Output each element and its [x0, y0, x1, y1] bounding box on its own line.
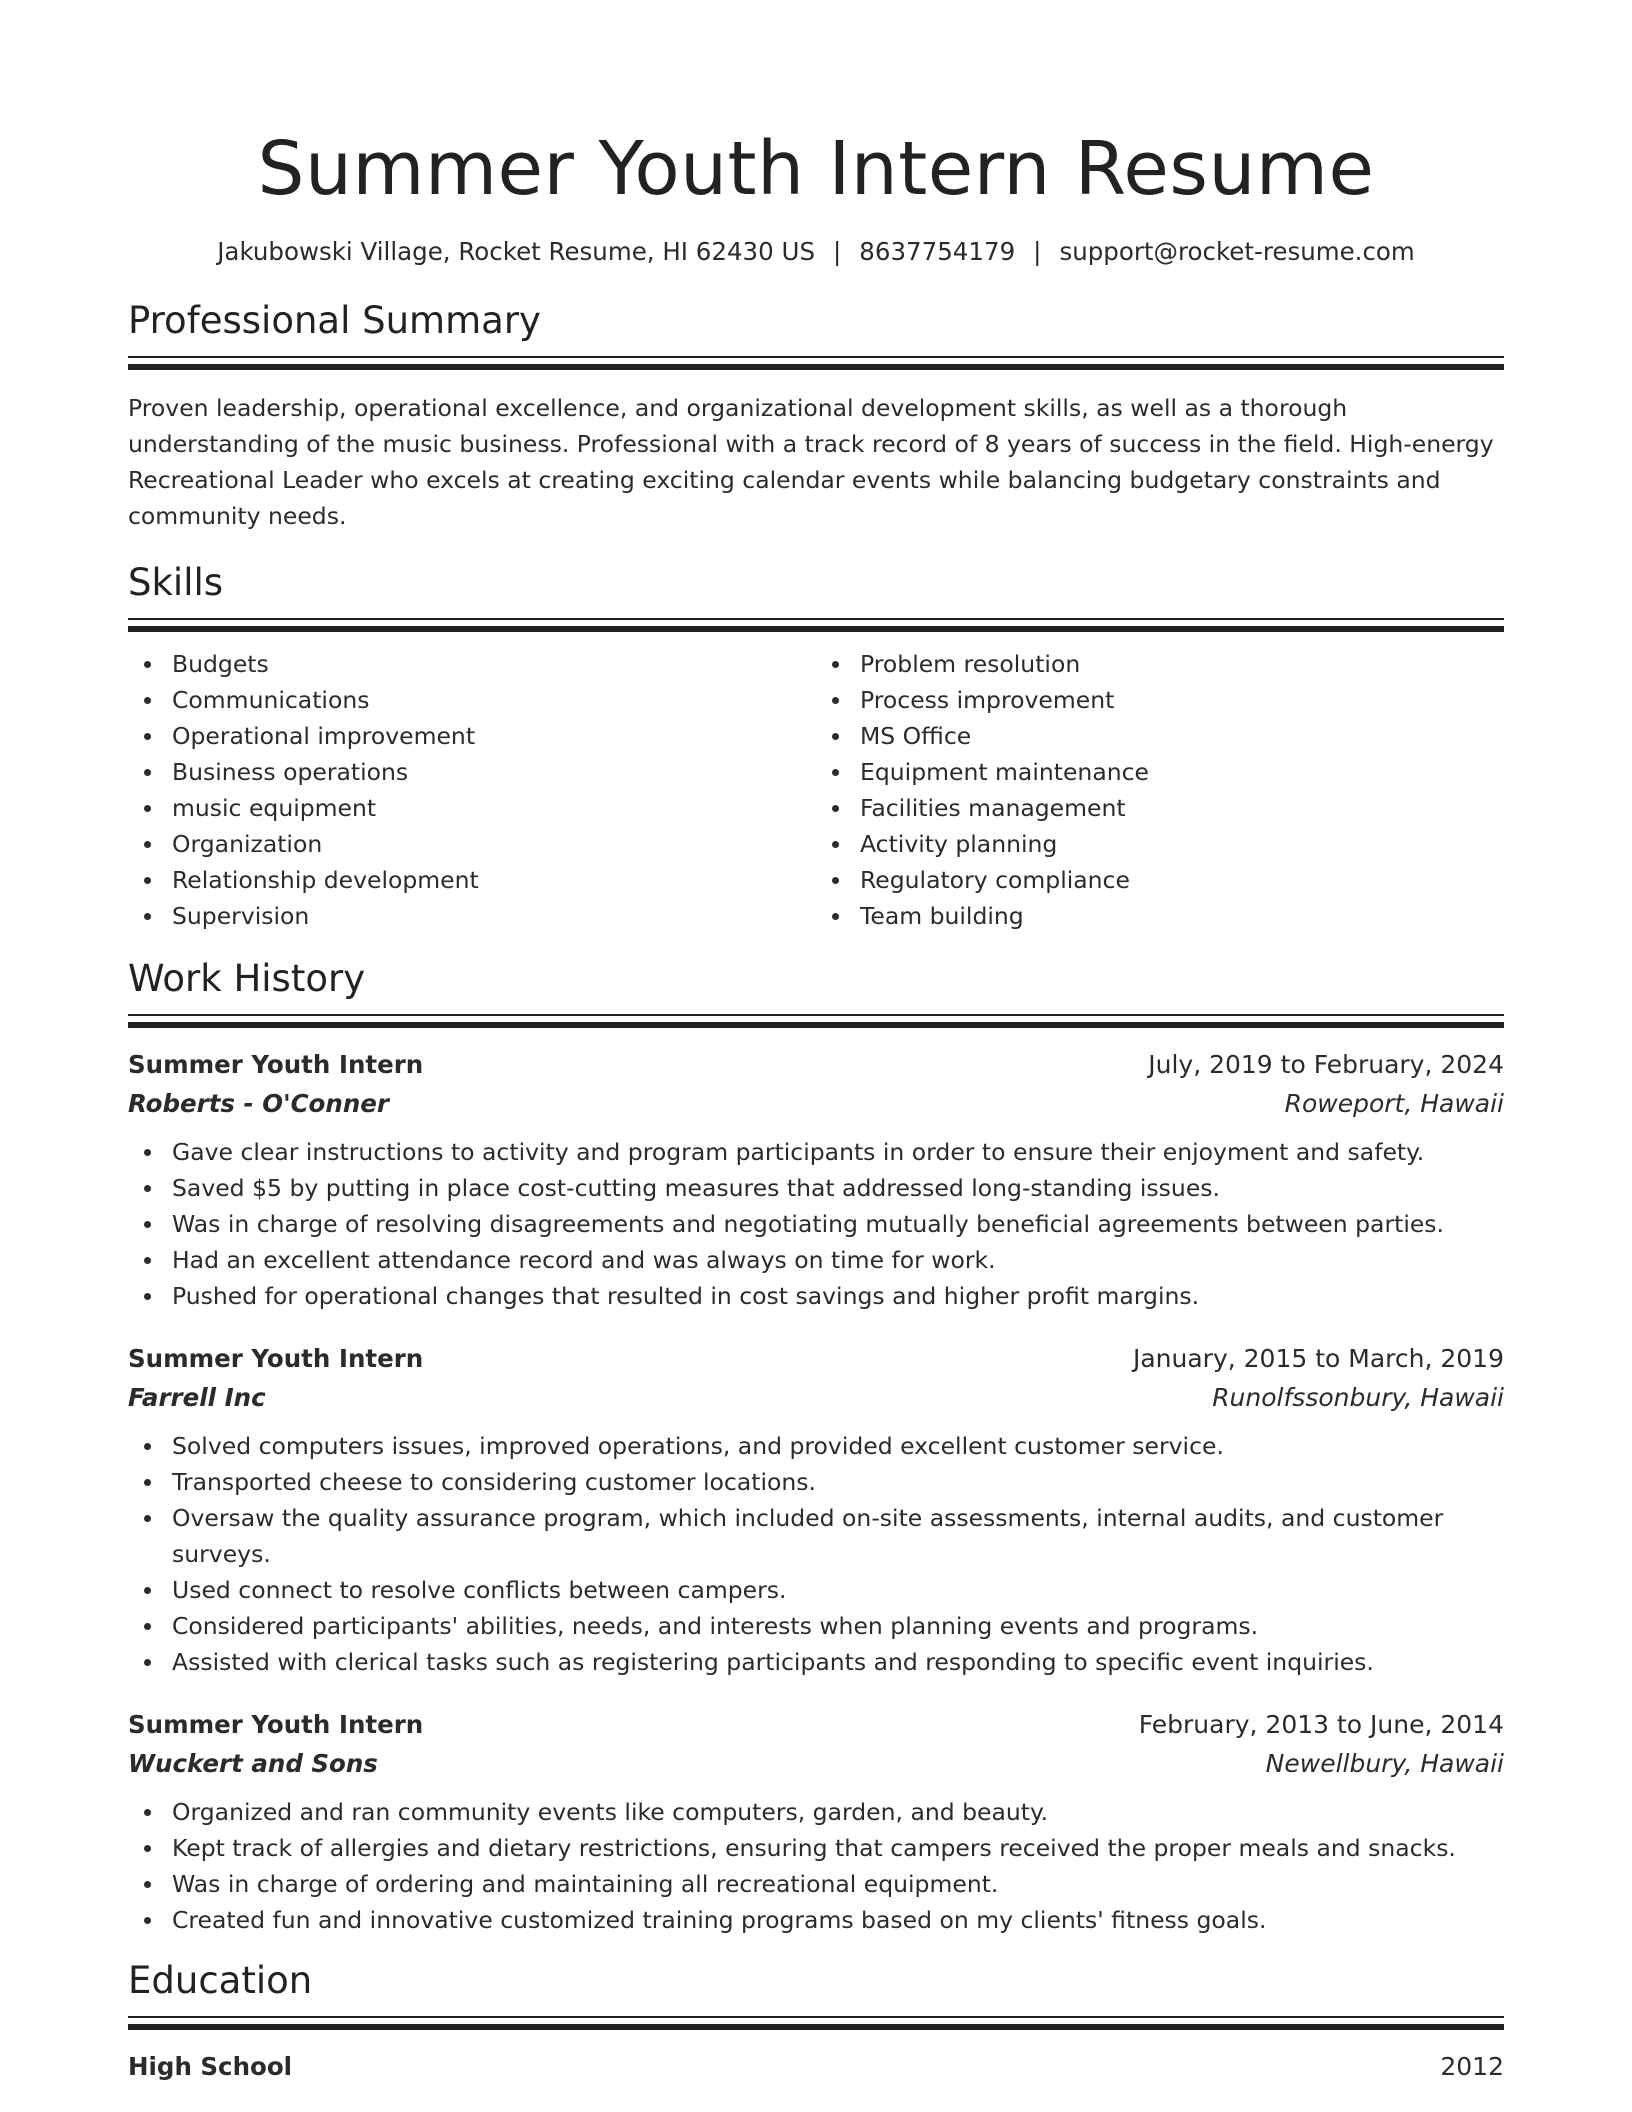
- job-header-row: [128, 1340, 1504, 1378]
- job-location: Newellbury, Hawaii: [1265, 1749, 1504, 1778]
- job-title: Summer Youth Intern: [128, 1050, 424, 1079]
- job-company-row: [128, 1084, 1504, 1124]
- skill-item: Communications: [172, 682, 816, 718]
- education-year: 2012: [1440, 2052, 1504, 2081]
- skill-item: Problem resolution: [860, 646, 1504, 682]
- job-duties-list: [128, 1134, 1504, 1314]
- section-divider: [128, 356, 1504, 358]
- skill-item: Team building: [860, 898, 1504, 934]
- skill-item: music equipment: [172, 790, 816, 826]
- work-heading: Work History: [128, 957, 366, 1000]
- education-section: [128, 1958, 1504, 2086]
- work-jobs: [128, 1046, 1504, 1938]
- skills-list-right: [816, 646, 1504, 934]
- job-duty-item: Created fun and innovative customized training programs based on my clients' fitness goals.: [172, 1902, 1504, 1938]
- job-entry: [128, 1046, 1504, 1314]
- section-divider-thick: [128, 1022, 1504, 1028]
- job-duty-item: Oversaw the quality assurance program, which included on-site assessments, internal audits, and customer surveys.: [172, 1500, 1504, 1572]
- skill-item: MS Office: [860, 718, 1504, 754]
- job-duty-item: Pushed for operational changes that resulted in cost savings and higher profit margins.: [172, 1278, 1504, 1314]
- job-duty-item: Saved $5 by putting in place cost-cutting measures that addressed long-standing issues.: [172, 1170, 1504, 1206]
- skill-item: Operational improvement: [172, 718, 816, 754]
- resume-title: Summer Youth Intern Resume: [257, 126, 1375, 212]
- skill-item: Activity planning: [860, 826, 1504, 862]
- job-company-row: [128, 1378, 1504, 1418]
- skill-item: Organization: [172, 826, 816, 862]
- job-duty-item: Transported cheese to considering customer locations.: [172, 1464, 1504, 1500]
- job-title: Summer Youth Intern: [128, 1344, 424, 1373]
- job-company: Farrell Inc: [128, 1383, 266, 1412]
- job-duty-item: Was in charge of resolving disagreements and negotiating mutually beneficial agreements between parties.: [172, 1206, 1504, 1242]
- contact-line: [128, 236, 1504, 268]
- contact-separator: |: [1033, 237, 1042, 266]
- skills-section: [128, 560, 1504, 934]
- job-dates: February, 2013 to June, 2014: [1138, 1710, 1504, 1739]
- job-duty-item: Had an excellent attendance record and was always on time for work.: [172, 1242, 1504, 1278]
- job-entry: [128, 1340, 1504, 1680]
- skills-heading: Skills: [128, 561, 224, 604]
- skill-item: Supervision: [172, 898, 816, 934]
- skill-item: Budgets: [172, 646, 816, 682]
- job-duty-item: Kept track of allergies and dietary restrictions, ensuring that campers received the proper meals and snacks.: [172, 1830, 1504, 1866]
- work-section: [128, 956, 1504, 1938]
- contact-separator: |: [833, 237, 842, 266]
- job-company: Wuckert and Sons: [128, 1749, 378, 1778]
- skill-item: Process improvement: [860, 682, 1504, 718]
- section-divider-thick: [128, 2024, 1504, 2030]
- summary-text: Proven leadership, operational excellence, and organizational development skills, as well as a thorough understanding of the music business. Professional with a track record of 8 years of success in the field. High-energy Recreational Leader who excels at creating exciting calendar events while balancing budgetary constraints and community needs.: [128, 394, 1494, 530]
- job-dates: January, 2015 to March, 2019: [1132, 1344, 1504, 1373]
- job-entry: [128, 1706, 1504, 1938]
- skill-item: Business operations: [172, 754, 816, 790]
- skill-item: Relationship development: [172, 862, 816, 898]
- section-divider-thick: [128, 364, 1504, 370]
- job-duty-item: Gave clear instructions to activity and program participants in order to ensure their enjoyment and safety.: [172, 1134, 1504, 1170]
- job-company: Roberts - O'Conner: [128, 1089, 389, 1118]
- job-duties-list: [128, 1428, 1504, 1680]
- section-divider-thick: [128, 626, 1504, 632]
- education-entry: [128, 2048, 1504, 2086]
- contact-phone: 8637754179: [859, 237, 1016, 266]
- job-header-row: [128, 1046, 1504, 1084]
- job-location: Runolfssonbury, Hawaii: [1212, 1383, 1504, 1412]
- education-heading: Education: [128, 1959, 313, 2002]
- section-divider: [128, 618, 1504, 620]
- skill-item: Equipment maintenance: [860, 754, 1504, 790]
- summary-section: [128, 298, 1504, 534]
- education-degree: High School: [128, 2052, 293, 2081]
- skills-list-left: [128, 646, 816, 934]
- skill-item: Facilities management: [860, 790, 1504, 826]
- contact-address: Jakubowski Village, Rocket Resume, HI 62430 US: [217, 237, 816, 266]
- job-location: Roweport, Hawaii: [1284, 1089, 1504, 1118]
- job-header-row: [128, 1706, 1504, 1744]
- section-divider: [128, 1014, 1504, 1016]
- job-duty-item: Assisted with clerical tasks such as registering participants and responding to specific event inquiries.: [172, 1644, 1504, 1680]
- summary-heading: Professional Summary: [128, 299, 541, 342]
- skill-item: Regulatory compliance: [860, 862, 1504, 898]
- section-divider: [128, 2016, 1504, 2018]
- job-title: Summer Youth Intern: [128, 1710, 424, 1739]
- job-duty-item: Considered participants' abilities, needs, and interests when planning events and programs.: [172, 1608, 1504, 1644]
- skills-columns: [128, 646, 1504, 934]
- job-dates: July, 2019 to February, 2024: [1148, 1050, 1504, 1079]
- job-duty-item: Organized and ran community events like computers, garden, and beauty.: [172, 1794, 1504, 1830]
- job-duty-item: Was in charge of ordering and maintaining all recreational equipment.: [172, 1866, 1504, 1902]
- job-duty-item: Solved computers issues, improved operations, and provided excellent customer service.: [172, 1428, 1504, 1464]
- job-company-row: [128, 1744, 1504, 1784]
- job-duties-list: [128, 1794, 1504, 1938]
- contact-email: support@rocket-resume.com: [1059, 237, 1415, 266]
- job-duty-item: Used connect to resolve conflicts between campers.: [172, 1572, 1504, 1608]
